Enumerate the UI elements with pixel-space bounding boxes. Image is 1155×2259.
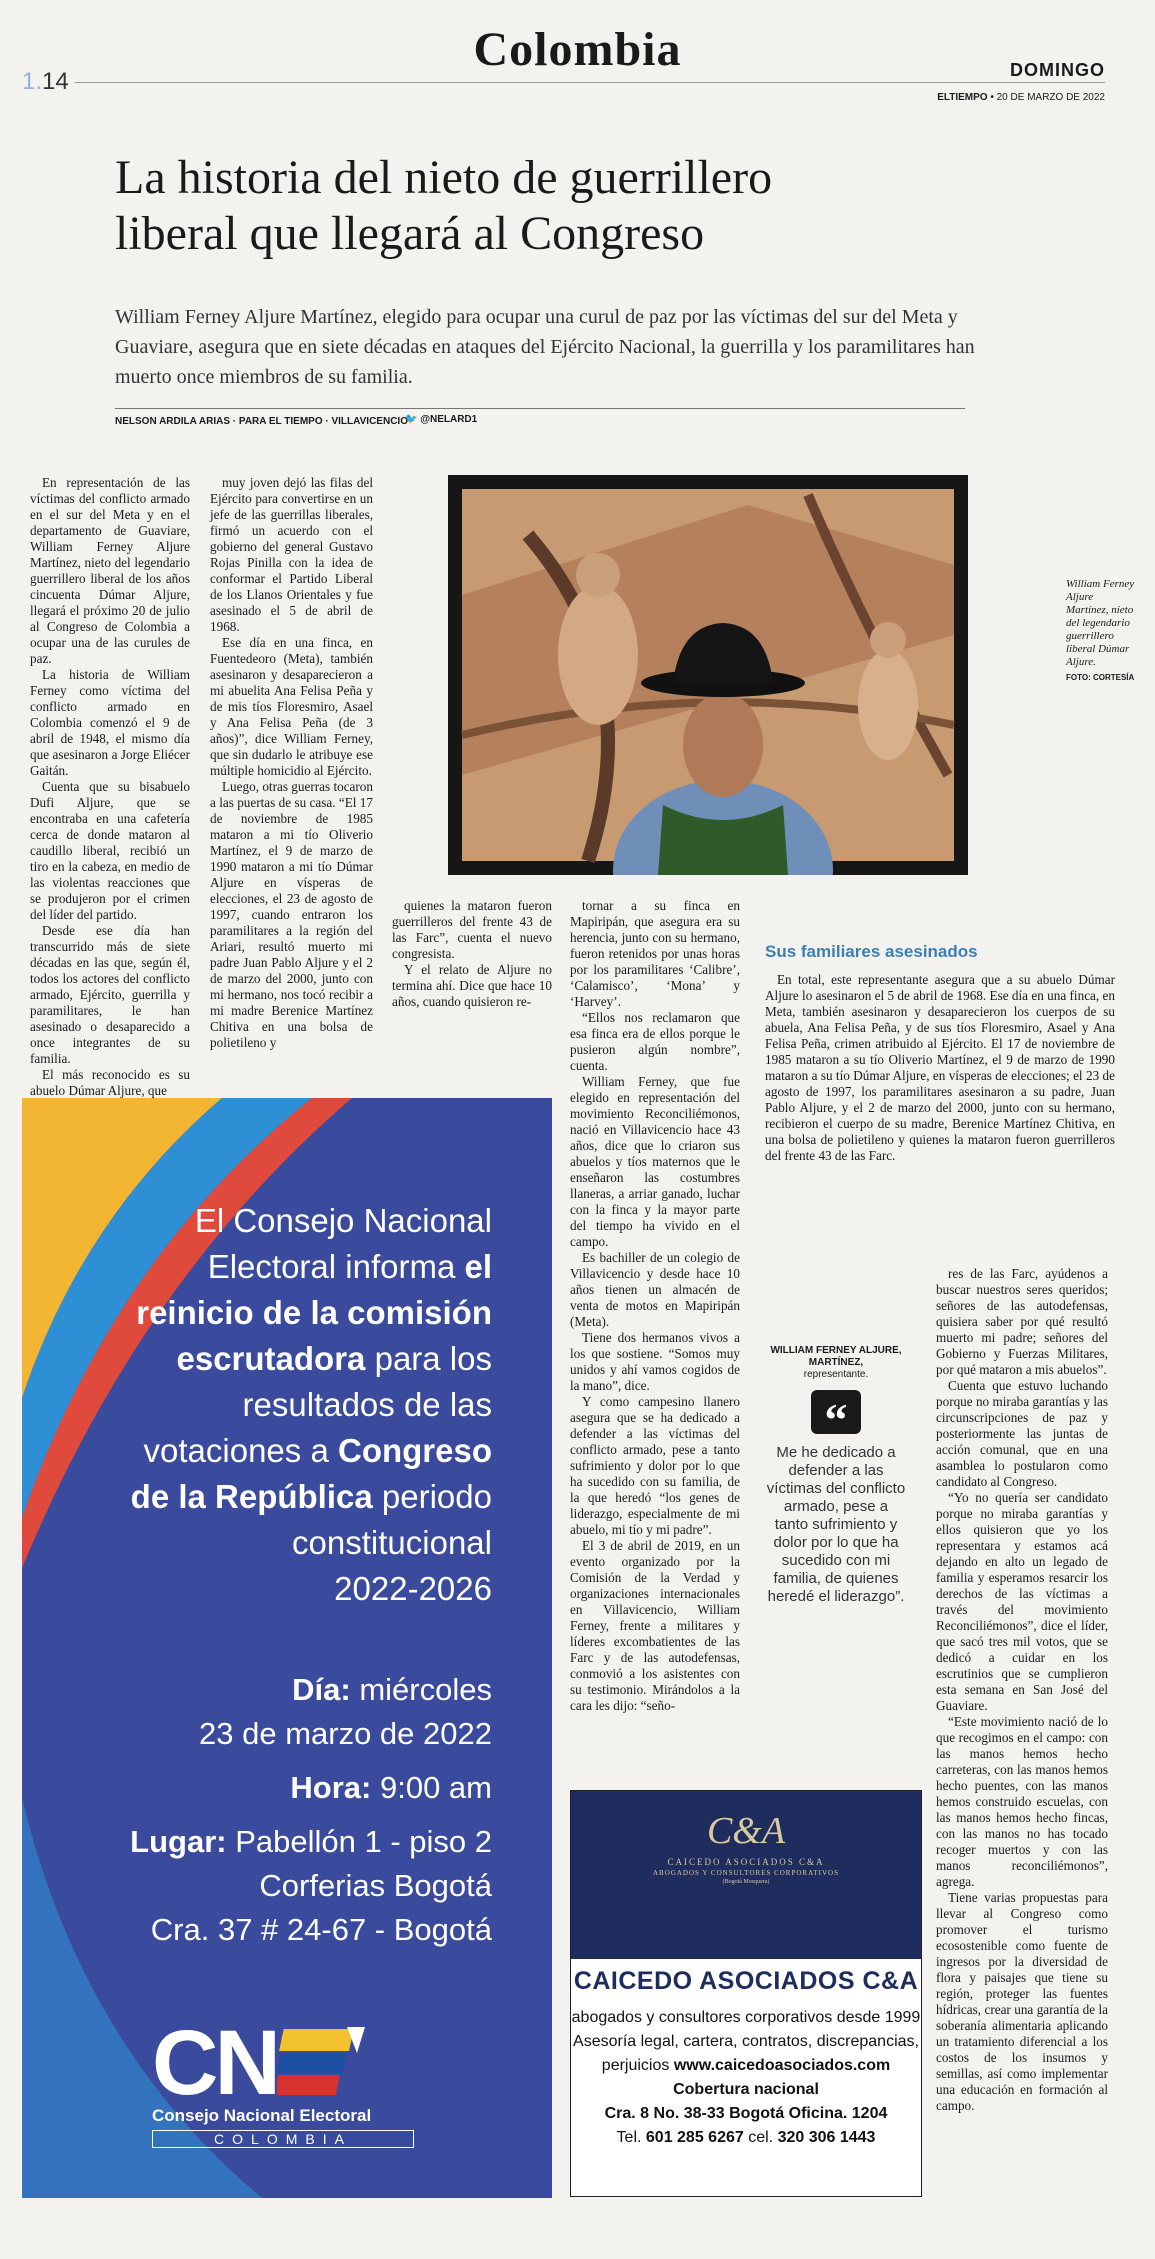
headline-line-1: La historia del nieto de guerrillero [115, 151, 773, 204]
cne-line-part: para los [365, 1340, 492, 1377]
cne-line-bold: de la República [130, 1478, 373, 1515]
cne-place-value: Pabellón 1 - piso 2 [226, 1824, 492, 1859]
cne-line-bold: escrutadora [176, 1340, 366, 1377]
cne-day [22, 1668, 492, 1712]
paragraph: Tiene dos hermanos vivos a los que sostiene. “Somos muy unidos y ahí vamos cogidos de la mano”, dice. [570, 1330, 740, 1393]
paragraph: La historia de William Ferney como víctima del conflicto armado en Colombia comenzó el 9 de abril de 1948, el mismo día que asesinaron a Jorge Eliécer Gaitán. [30, 667, 190, 778]
cne-day-value: miércoles [350, 1672, 492, 1707]
twitter-handle [405, 414, 477, 425]
caicedo-coverage: Cobertura nacional [673, 2081, 819, 2098]
header-rule [75, 82, 1105, 83]
caicedo-firm-sub2: (Bogotá Mosquera) [722, 1879, 770, 1885]
cne-logo-name: Consejo Nacional Electoral [152, 2106, 372, 2125]
caicedo-firm-small: CAICEDO ASOCIADOS C&A [667, 1857, 825, 1867]
paragraph: Cuenta que su bisabuelo Dufi Aljure, que se encontraba en una cafetería cerca de donde mataron al caudillo liberal, recibió un tiro en la cabeza, en medio de las violentas reacciones que se produjeron por el crimen del líder del partido. [30, 779, 190, 922]
caicedo-cel: 320 306 1443 [777, 2129, 876, 2146]
caicedo-line-part: perjuicios [601, 2057, 674, 2074]
caicedo-website: www.caicedoasociados.com [673, 2057, 891, 2074]
cne-logo-letters: CN [152, 2012, 277, 2114]
page-number [22, 68, 69, 96]
caicedo-tel: 601 285 6267 [645, 2129, 744, 2146]
cne-event-details [22, 1668, 492, 1952]
cne-line [22, 1290, 492, 1336]
photo-credit: FOTO: CORTESÍA [1066, 673, 1135, 682]
cne-date: 23 de marzo de 2022 [199, 1716, 492, 1751]
cne-line-part: Electoral informa [207, 1248, 465, 1285]
paragraph: quienes la mataron fueron guerrilleros del frente 43 de las Farc”, cuenta el nuevo congresista. [392, 898, 552, 961]
caicedo-line: Asesoría legal, cartera, contratos, discrepancias, [573, 2033, 919, 2050]
cne-line: El Consejo Nacional [194, 1202, 492, 1239]
caicedo-title: CAICEDO ASOCIADOS C&A [573, 1967, 919, 1995]
paragraph: Ese día en una finca, en Fuentedeoro (Meta), también asesinaron y desaparecieron a mi abuelita Ana Felisa Peña y de mis tíos Floresmiro, Asael y Ana Felisa Peña (de 3 años)”, dice William Ferney, que sin dudarlo le atribuye ese múltiple homicidio al Ejército. [210, 635, 373, 778]
cne-line-bold: reinicio de la comisión [136, 1294, 492, 1331]
cne-line [22, 1428, 492, 1474]
cne-hour-label: Hora: [290, 1770, 372, 1805]
pull-quote [766, 1345, 906, 1606]
day-label: DOMINGO [1010, 60, 1105, 80]
paragraph: Tiene varias propuestas para llevar al Congreso como promover el turismo ecosostenible como fuente de ingresos por la diversidad de flora y paisajes que tiene su región, proteger las fuentes hídricas, crear una garantía de la soberanía alimentaria aplicando un tratamiento diferencial a los costos de los insumos y semillas, así como implementar una educación en formación al campo. [936, 1890, 1108, 2113]
caicedo-line [571, 2078, 921, 2102]
quote-name: WILLIAM FERNEY ALJURE, MARTÍNEZ, [770, 1345, 902, 1368]
paragraph: Y el relato de Aljure no termina ahí. Dice que hace 10 años, cuando quisieron re- [392, 962, 552, 1009]
date: • 20 DE MARZO DE 2022 [987, 92, 1105, 103]
quote-text: Me he dedicado a defender a las víctimas del conflicto armado, pese a tanto sufrimiento y dolor por lo que ha sucedido con mi familia, de quienes heredé el liderazgo”. [766, 1444, 906, 1605]
photo-caption [1066, 578, 1138, 684]
cne-address: Cra. 37 # 24-67 - Bogotá [150, 1912, 492, 1947]
column-1 [30, 475, 190, 1099]
cne-line-part: periodo [372, 1478, 492, 1515]
paragraph: Y como campesino llanero asegura que se ha dedicado a defender a las víctimas del conflicto armado, pese a tanto sufrimiento y dolor por lo que ha sucedido con su familia, de la que heredó “los genes de liderazgo, especialmente de mi abuelo, mi tío y mi padre”. [570, 1394, 740, 1537]
caicedo-body [571, 1967, 921, 2150]
paragraph: El más reconocido es su abuelo Dúmar Aljure, que [30, 1067, 190, 1098]
paragraph: “Este movimiento nació de lo que recogimos en el campo: con las manos hemos hecho carreteras, con las manos hemos hecho puentes, con las manos hemos construido escuelas, con las manos hemos hecho fincas, con las manos no has tocado recoger muertos y con las manos reconciliémonos”, agrega. [936, 1714, 1108, 1889]
cne-line: constitucional [292, 1524, 492, 1561]
column-2 [210, 475, 373, 1051]
paragraph: Desde ese día han transcurrido más de siete décadas en las que, según él, todos los actores del conflicto armado, Ejército, guerrilla y paramilitares, le han asesinado o desaparecido a once integrantes de su familia. [30, 923, 190, 1066]
twitter-icon: 🐦 [405, 414, 421, 425]
cne-day-label: Día: [292, 1672, 351, 1707]
paragraph: muy joven dejó las filas del Ejército para convertirse en un jefe de las guerrillas liberales, firmó un acuerdo con el gobierno del general Gustavo Rojas Pinilla con la idea de conformar el Partido Liberal de los Llanos Orientales y fue asesinado el 5 de abril de 1968. [210, 475, 373, 634]
quote-icon: “ [811, 1390, 861, 1434]
cne-hour [22, 1766, 492, 1810]
cne-announcement [22, 1198, 492, 1612]
twitter-text: @NELARD1 [420, 414, 478, 425]
paragraph: tornar a su finca en Mapiripán, que asegura era su herencia, junto con su hermano, fueron retenidos por unas horas por los paramilitares ‘Calibre’, ‘Calamisco’, ‘Mona’ y ‘Harvey’. [570, 898, 740, 1009]
caption-text: William Ferney Aljure Martínez, nieto del legendario guerrillero liberal Dúmar Aljure. [1066, 578, 1135, 668]
caicedo-address [571, 2102, 921, 2126]
cne-place-label: Lugar: [130, 1824, 227, 1859]
cne-line: 2022-2026 [334, 1570, 492, 1607]
paragraph: Cuenta que estuvo luchando porque no miraba garantías y las circunscripciones de paz y posteriormente las juntas de acción comunal, que en una asamblea lo postularon como candidato al Congreso. [936, 1378, 1108, 1489]
dateline [937, 92, 1105, 103]
portrait-photo [448, 475, 968, 875]
headline [115, 150, 1015, 262]
paragraph: Luego, otras guerras tocaron a las puertas de su casa. “El 17 de noviembre de 1985 mataron a mi tío Oliverio Martínez, el 9 de marzo de 1990 mataron a mi tío Dúmar Aljure en vísperas de elecciones, el 23 de agosto de 1997, cuando entraron los paramilitares a la región del Ariari, resultó muerto mi padre Juan Pablo Aljure y el 2 de marzo del 2000, junto con mi hermano, nos tocó recibir a mi madre Berenice Martínez Chitiva en una bolsa de polietileno y [210, 779, 373, 1050]
page-num: 14 [42, 68, 69, 95]
caicedo-firm-sub: ABOGADOS Y CONSULTORES CORPORATIVOS [653, 1869, 839, 1877]
cne-flag-icon [277, 2023, 367, 2103]
cne-logo-country: COLOMBIA [152, 2130, 414, 2148]
cne-line-bold: el [464, 1248, 492, 1285]
paragraph: res de las Farc, ayúdenos a buscar nuestros seres queridos; señores de las autodefensas, quisiera saber por qué resultó muerto mi padre; señores del Gobierno y Fuerzas Militares, por qué mataron a mis abuelos”. [936, 1266, 1108, 1377]
caicedo-advertisement [570, 1790, 922, 2197]
cne-line-part: votaciones a [143, 1432, 338, 1469]
column-3 [392, 898, 552, 1010]
caicedo-phones [571, 2126, 921, 2150]
cne-line [22, 1474, 492, 1520]
cne-line-bold: Congreso [337, 1432, 492, 1469]
paragraph: “Yo no quería ser candidato porque no miraba garantías y ellos quisieron que yo los representara y estamos acá dejando en alto un legado de familia y esperamos resarcir los derechos de las víctimas a través del movimiento Reconciliémonos”, dice el líder, que sacó tres mil votos, que se dedicó a cuidar en los escrutinios que se cumplieron esta semana en San José del Guaviare. [936, 1490, 1108, 1713]
column-4 [570, 898, 740, 1714]
caicedo-address-text: Cra. 8 No. 38-33 Bogotá Oficina. 1204 [604, 2105, 888, 2122]
byline: NELSON ARDILA ARIAS · PARA EL TIEMPO · VILLAVICENCIO [115, 416, 408, 427]
page-prefix: 1. [22, 68, 43, 95]
caicedo-banner [571, 1791, 921, 1959]
caicedo-tel-label: Tel. [616, 2129, 646, 2146]
paragraph: Es bachiller de un colegio de Villavicencio y desde hace 10 años tienen un almacén de venta de motos en Mapiripán (Meta). [570, 1250, 740, 1329]
cne-advertisement [22, 1098, 552, 2198]
cne-place [22, 1820, 492, 1864]
sidebar-text [765, 972, 1115, 1164]
paragraph: William Ferney, que fue elegido en representación del movimiento Reconciliémonos, nació en Villavicencio hace 43 años, dice que lo criaron sus abuelos y tíos maternos que le enseñaron las costumbres llaneras, a arriar ganado, luchar con la finca y la mayor parte del tiempo ha vivido en el campo. [570, 1074, 740, 1249]
caicedo-line [571, 2054, 921, 2078]
sidebar-title: Sus familiares asesinados [765, 942, 978, 961]
quote-role: representante. [803, 1369, 869, 1380]
cne-place-2: Corferias Bogotá [259, 1868, 492, 1903]
headline-line-2: liberal que llegará al Congreso [115, 207, 705, 260]
section-title: Colombia [473, 23, 682, 76]
cne-line [22, 1244, 492, 1290]
caicedo-monogram: C&A [706, 1810, 786, 1852]
deck: William Ferney Aljure Martínez, elegido para ocupar una curul de paz por las víctimas del sur del Meta y Guaviare, asegura que en siete décadas en ataques del Ejército Nacional, la guerrilla y los paramilitares han muerto once miembros de su familia. [115, 306, 975, 388]
paragraph: El 3 de abril de 2019, en un evento organizado por la Comisión de la Verdad y organizaciones internacionales en Villavicencio, William Ferney, frente a militares y líderes excombatientes de las Farc y de las autodefensas, conmovió a los asistentes con su testimonio. Mirándolos a la cara les dijo: “seño- [570, 1538, 740, 1713]
paper-name: ELTIEMPO [937, 92, 988, 103]
byline-rule [115, 408, 965, 409]
cne-hour-value: 9:00 am [371, 1770, 492, 1805]
paragraph: En total, este representante asegura que a su abuelo Dúmar Aljure lo asesinaron el 5 de abril de 1968. Ese día en una finca, en Meta, también asesinaron y desaparecieron los cuerpos de su abuela, Ana Felisa Peña, y de sus tíos Floresmiro, Asael y Ana Felisa Peña, crimen atribuido al Ejército. El 17 de noviembre de 1985 mataron a su tío Oliverio Martínez, el 9 de marzo de 1990 mataron a su tío Dúmar Aljure, en vísperas de elecciones; el 23 de agosto de 1997, los paramilitares asesinaron a su padre, Juan Pablo Aljure, y el 2 de marzo del 2000, junto con su hermano, recibieron el cuerpo de su madre, Berenice Martínez Chitiva, en una bolsa de polietileno y quienes la mataron fueron guerrilleros del frente 43 de las Farc. [765, 972, 1115, 1163]
cne-line [22, 1336, 492, 1382]
caicedo-line: abogados y consultores corporativos desde 1999 [571, 2009, 921, 2026]
cne-line: resultados de las [242, 1386, 492, 1423]
column-5 [936, 1266, 1108, 2114]
paragraph: En representación de las víctimas del conflicto armado en el sur del Meta y en el departamento de Guaviare, William Ferney Aljure Martínez, nieto del legendario guerrillero liberal de los años cincuenta Dúmar Aljure, llegará el próximo 20 de julio al Congreso de Colombia a ocupar una de las curules de paz. [30, 475, 190, 666]
caicedo-cel-label: cel. [743, 2129, 778, 2146]
paragraph: “Ellos nos reclamaron que esa finca era de ellos porque le pusieron algún nombre”, cuenta. [570, 1010, 740, 1073]
cne-logo [152, 2012, 452, 2148]
